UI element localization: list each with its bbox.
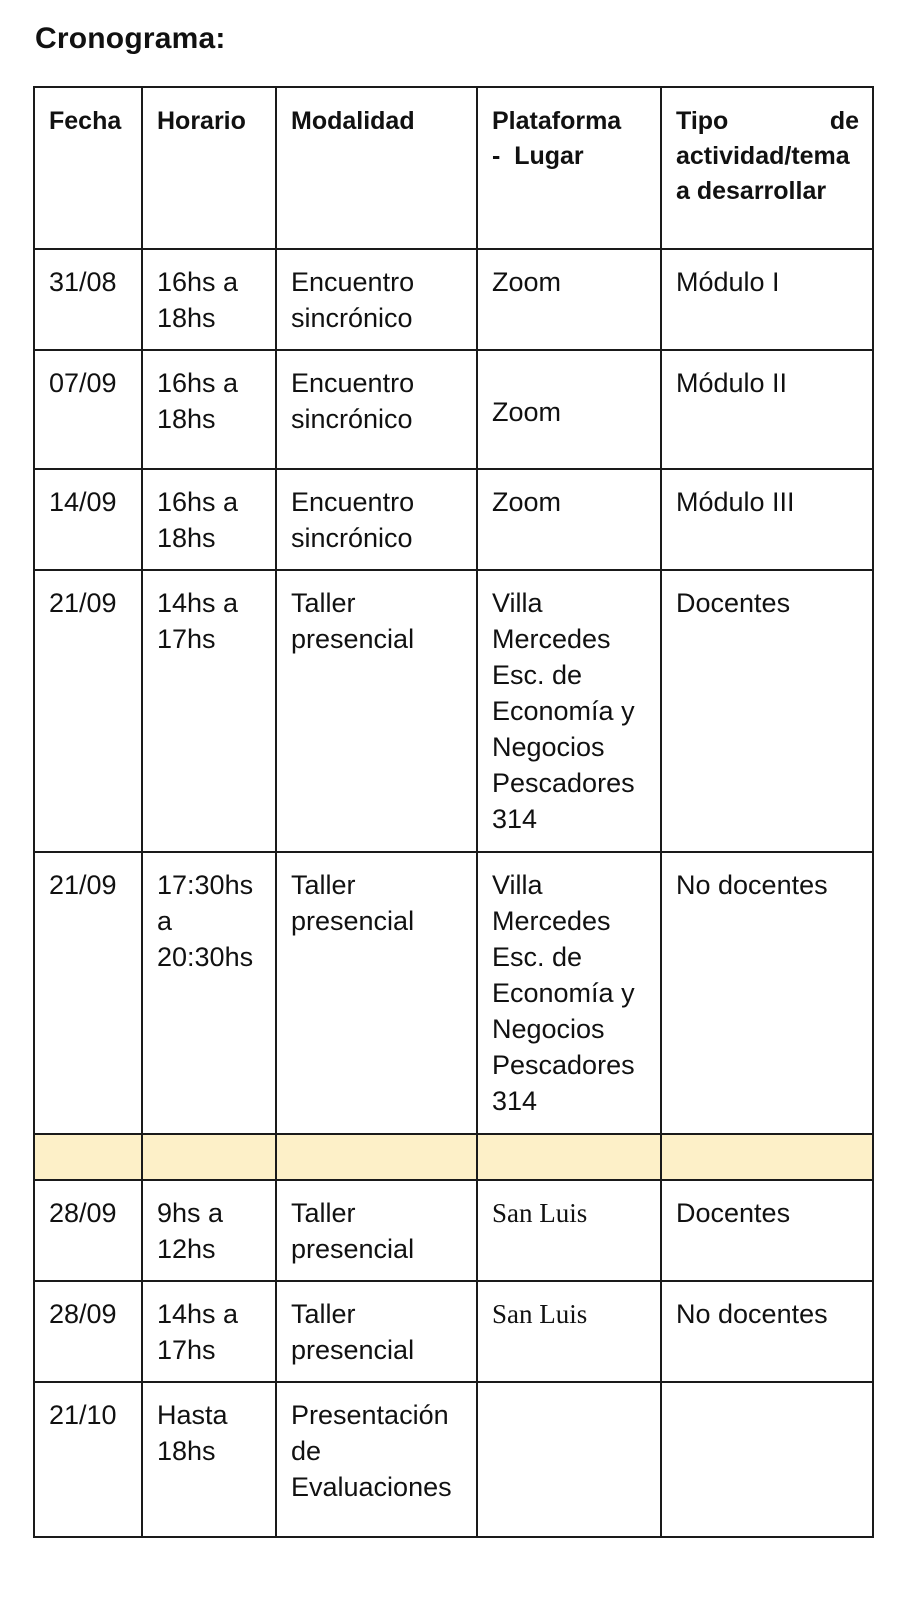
table-row — [34, 1382, 873, 1537]
table-row — [34, 350, 873, 469]
table-row — [34, 249, 873, 350]
cell-fecha: 31/08 — [34, 249, 142, 350]
header-modalidad: Modalidad — [276, 87, 477, 249]
cell-tipo: Módulo I — [661, 249, 873, 350]
cell-lugar — [477, 1382, 661, 1537]
empty-cell — [276, 1134, 477, 1180]
cell-modalidad: Taller presencial — [276, 852, 477, 1134]
empty-cell — [477, 1134, 661, 1180]
cell-tipo: Docentes — [661, 570, 873, 852]
table-row — [34, 1281, 873, 1382]
cell-tipo: Docentes — [661, 1180, 873, 1281]
cell-horario: 16hs a 18hs — [142, 249, 276, 350]
cell-horario: 14hs a 17hs — [142, 1281, 276, 1382]
cell-fecha: 07/09 — [34, 350, 142, 469]
header-fecha: Fecha — [34, 87, 142, 249]
header-tipo — [661, 87, 873, 249]
header-plataforma-line2: - Lugar — [492, 142, 584, 170]
cell-horario: 14hs a 17hs — [142, 570, 276, 852]
cell-modalidad: Taller presencial — [276, 1281, 477, 1382]
cell-horario: Hasta 18hs — [142, 1382, 276, 1537]
table-header-row — [34, 87, 873, 249]
cell-lugar: Villa Mercedes Esc. de Economía y Negocios Pescadores 314 — [477, 570, 661, 852]
highlighted-empty-row — [34, 1134, 873, 1180]
table-row — [34, 570, 873, 852]
header-tipo-line3: a desarrollar — [676, 177, 827, 205]
cell-fecha: 28/09 — [34, 1281, 142, 1382]
cell-horario: 16hs a 18hs — [142, 469, 276, 570]
cell-modalidad: Presentación de Evaluaciones — [276, 1382, 477, 1537]
cell-fecha: 14/09 — [34, 469, 142, 570]
cell-lugar: Zoom — [477, 249, 661, 350]
cell-horario: 9hs a 12hs — [142, 1180, 276, 1281]
header-tipo-word1: Tipo — [676, 107, 729, 135]
cell-modalidad: Encuentro sincrónico — [276, 469, 477, 570]
cell-lugar: San Luis — [477, 1180, 661, 1281]
table-row — [34, 1180, 873, 1281]
schedule-table — [33, 86, 874, 1538]
header-plataforma-line1: Plataforma — [492, 107, 622, 135]
empty-cell — [661, 1134, 873, 1180]
cell-modalidad: Taller presencial — [276, 1180, 477, 1281]
cell-lugar: San Luis — [477, 1281, 661, 1382]
cell-modalidad: Taller presencial — [276, 570, 477, 852]
page-title: Cronograma: — [35, 22, 226, 55]
cell-lugar: Villa Mercedes Esc. de Economía y Negocios Pescadores 314 — [477, 852, 661, 1134]
cell-fecha: 21/10 — [34, 1382, 142, 1537]
header-plataforma — [477, 87, 661, 249]
header-tipo-word2: de — [829, 107, 859, 135]
empty-cell — [142, 1134, 276, 1180]
header-tipo-line1 — [676, 104, 859, 139]
cell-lugar: Zoom — [477, 350, 661, 469]
cell-fecha: 21/09 — [34, 570, 142, 852]
cell-modalidad: Encuentro sincrónico — [276, 350, 477, 469]
table-row — [34, 852, 873, 1134]
cell-fecha: 28/09 — [34, 1180, 142, 1281]
header-horario: Horario — [142, 87, 276, 249]
cell-tipo: Módulo II — [661, 350, 873, 469]
cell-tipo: No docentes — [661, 852, 873, 1134]
table-row — [34, 469, 873, 570]
cell-lugar: Zoom — [477, 469, 661, 570]
cell-tipo — [661, 1382, 873, 1537]
cell-horario: 16hs a 18hs — [142, 350, 276, 469]
cell-horario: 17:30hs a 20:30hs — [142, 852, 276, 1134]
cell-fecha: 21/09 — [34, 852, 142, 1134]
cell-tipo: No docentes — [661, 1281, 873, 1382]
cell-tipo: Módulo III — [661, 469, 873, 570]
cell-modalidad: Encuentro sincrónico — [276, 249, 477, 350]
header-tipo-line2: actividad/tema — [676, 142, 850, 170]
empty-cell — [34, 1134, 142, 1180]
